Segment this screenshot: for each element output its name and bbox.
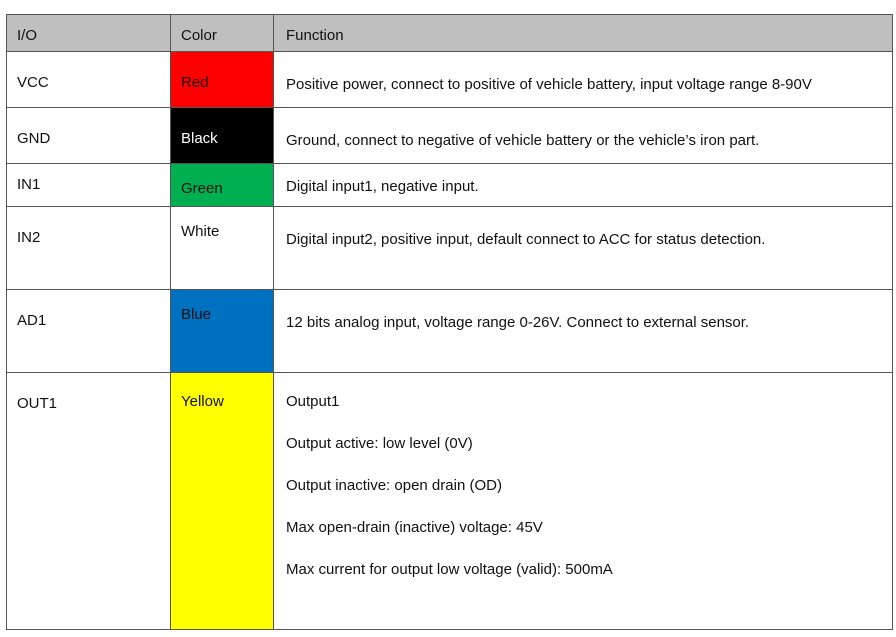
- io-cell: VCC: [7, 52, 171, 108]
- table-row-ad1: [7, 290, 893, 373]
- function-line: Output1: [286, 393, 340, 410]
- function-line: Output active: low level (0V): [286, 435, 473, 452]
- color-swatch-black: [171, 108, 274, 164]
- color-label: Red: [181, 74, 209, 91]
- function-line: Max open-drain (inactive) voltage: 45V: [286, 519, 543, 536]
- io-cell: IN2: [7, 207, 171, 290]
- function-line: Output inactive: open drain (OD): [286, 477, 502, 494]
- table-row-out1: [7, 373, 893, 630]
- color-swatch-white: [171, 207, 274, 290]
- function-line: Max current for output low voltage (valid): 500mA: [286, 561, 613, 578]
- io-cell: OUT1: [7, 373, 171, 630]
- color-swatch-red: [171, 52, 274, 108]
- header-io-label: I/O: [17, 27, 38, 44]
- header-row: [7, 15, 893, 52]
- color-label: Green: [181, 180, 223, 197]
- table-row-gnd: [7, 108, 893, 164]
- io-wiring-table: [6, 14, 893, 630]
- function-cell: Ground, connect to negative of vehicle battery or the vehicle’s iron part.: [274, 108, 893, 164]
- header-color-label: Color: [181, 27, 217, 44]
- table-row-in1: [7, 164, 893, 207]
- header-color: [171, 15, 274, 52]
- io-cell: IN1: [7, 164, 171, 207]
- header-io: [7, 15, 171, 52]
- table-row-in2: [7, 207, 893, 290]
- io-cell: GND: [7, 108, 171, 164]
- color-label: Yellow: [181, 393, 224, 410]
- header-function-label: Function: [286, 27, 344, 44]
- function-cell: Digital input2, positive input, default connect to ACC for status detection.: [274, 207, 893, 290]
- color-swatch-yellow: [171, 373, 274, 630]
- function-cell: 12 bits analog input, voltage range 0-26V. Connect to external sensor.: [274, 290, 893, 373]
- color-label: Black: [181, 130, 218, 147]
- color-label: White: [181, 223, 220, 240]
- color-swatch-green: [171, 164, 274, 207]
- color-swatch-blue: [171, 290, 274, 373]
- function-cell: Digital input1, negative input.: [274, 164, 893, 207]
- function-cell: [274, 373, 893, 630]
- color-label: Blue: [181, 306, 212, 323]
- function-cell: Positive power, connect to positive of vehicle battery, input voltage range 8-90V: [274, 52, 893, 108]
- table-row-vcc: [7, 52, 893, 108]
- io-cell: AD1: [7, 290, 171, 373]
- header-function: [274, 15, 893, 52]
